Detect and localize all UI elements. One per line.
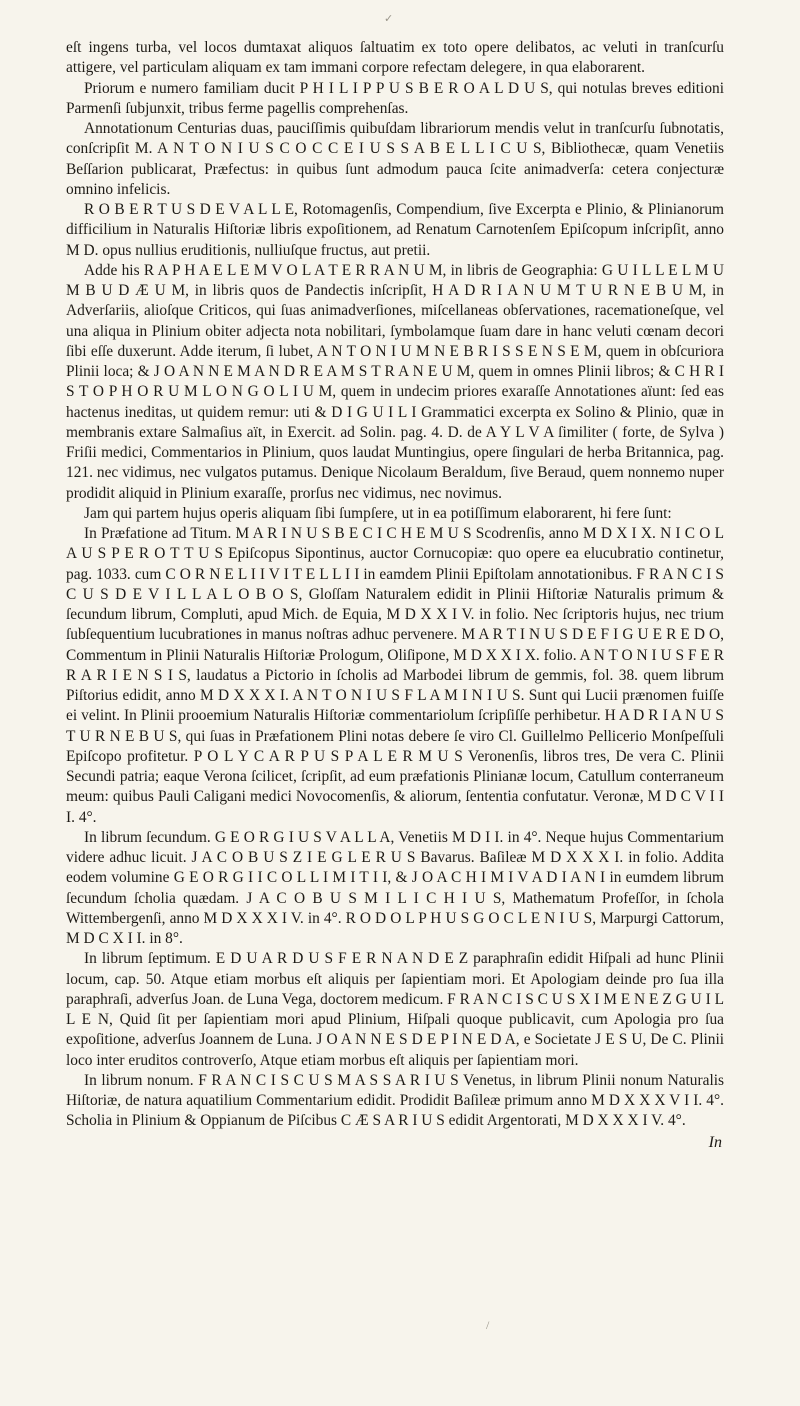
paragraph-1: eſt ingens turba, vel locos dumtaxat aliquos ſaltuatim ex toto opere delibatos, ac veluti in tranſcurſu attigere, vel particulam aliquam ex tam immani corpore refectam delegere, in qua elaborarent. — [66, 39, 724, 77]
paragraph-6: Jam qui partem hujus operis aliquam ſibi ſumpſere, ut in ea potiſſimum elaborarent, hi fere ſunt: — [84, 504, 672, 522]
top-mark: ✓ — [384, 13, 394, 25]
paragraph-4: R O B E R T U S D E V A L L E, Rotomagenſis, Compendium, ſive Excerpta e Plinio, & Plinianorum difficilium in Naturalis Hiſtoriæ libris expoſitionem, ad Renatum Carnotenſem Epiſcopum inſcripſit, anno M D. opus nullius eruditionis, nulliuſque fructus, aut pretii. — [66, 201, 724, 259]
catchword: In — [708, 1133, 722, 1151]
paragraph-8: In librum ſecundum. G E O R G I U S V A L L A, Venetiis M D I I. in 4°. Neque hujus Commentarium videre adhuc licuit. J A C O B U S Z I E G L E R U S Bavarus. Baſileæ M D X X X I. in folio. Addita eodem volumine G E O R G I I C O L L I M I T I I, & J O A C H I M I V A D I A N I in eumdem librum ſecundum ſcholia quædam. J A C O B U S M I L I C H I U S, Mathematum Profeſſor, in ſchola Wittembergenſi, anno M D X X X I V. in 4°. R O D O L P H U S G O C L E N I U S, Marpurgi Cattorum, M D C X I I. in 8°. — [66, 828, 724, 947]
paragraph-7: In Præfatione ad Titum. M A R I N U S B E C I C H E M U S Scodrenſis, anno M D X I X. N I C O L A U S P E R O T T U S Epiſcopus Sipontinus, auctor Cornucopiæ: quo opere ea elucubratio continetur, pag. 1033. cum C O R N E L I I V I T E L L I I in eamdem Plinii Epiſtolam annotationibus. F R A N C I S C U S D E V I L L A L O B O S, Gloſſam Naturalem edidit in Plinii Hiſtoriæ Naturalis primum & ſecundum librum, Compluti, apud Mich. de Equia, M D X X I V. in folio. Nec ſcriptoris hujus, nec trium ſubſequentium lucubrationes in manus noſtras adhuc pervenere. M A R T I N U S D E F I G U E R E D O, Commentum in Plinii Naturalis Hiſtoriæ Prologum, Oliſipone, M D X X I X. folio. A N T O N I U S F E R R A R I E N S I S, laudatus a Pictorio in ſcholis ad Marbodei librum de gemmis, fol. 38. quem librum Piſtorius edidit, anno M D X X X I. A N T O N I U S F L A M I N I U S. Sunt qui Lucii prænomen fuiſſe ei velint. In Plinii prooemium Naturalis Hiſtoriæ commentariolum ſcripſiſſe perhibetur. H A D R I A N U S T U R N E B U S, qui ſuas in Præfationem Plini notas debere ſe viro Cl. Guillelmo Pellicerio Monſpeſſuli Epiſcopo profitetur. P O L Y C A R P U S P A L E R M U S Veronenſis, libros tres, De vera C. Plinii Secundi patria; eaque Verona ſcilicet, ſcripſit, ad eum præfationis Plinianæ locum, Catullum conterraneum meum: quibus Pauli Caligani medici Novocomenſis, & aliorum, ſententia confutatur. Veronæ, M D C V I I I. 4°. — [66, 525, 724, 826]
bottom-mark: / — [486, 1318, 490, 1332]
paragraph-9: In librum ſeptimum. E D U A R D U S F E R N A N D E Z paraphraſin edidit Hiſpali ad hunc Plinii locum, cap. 50. Atque etiam morbus eſt aliquis per ſapientiam mori. Et Apologiam deinde pro ſua illa paraphraſi, adverſus Joan. de Luna Vega, doctorem medicum. F R A N C I S C U S X I M E N E Z G U I L L E N, Quid ſit per ſapientiam mori apud Plinium, Hiſpali quoque publicavit, cum Apologia pro ſua expoſitione, adverſus Joannem de Luna. J O A N N E S D E P I N E D A, e Societate J E S U, De C. Plinii loco inter eruditos controverſo, Atque etiam morbus eſt aliquis per ſapientiam mori. — [66, 950, 724, 1069]
paragraph-5: Adde his R A P H A E L E M V O L A T E R R A N U M, in libris de Geographia: G U I L L E L M U M B U D Æ U M, in libris quos de Pandectis inſcripſit, H A D R I A N U M T U R N E B U M, in Adverſariis, alioſque Criticos, qui ſuas animadverſiones, miſcellaneas obſervationes, racemationeſque, vel una aliqua in Plinium obiter adjecta nota nobilitari, ſymbolamque ſuam dare in hanc veluti cœnam decori ſibi eſſe duxerunt. Adde iterum, ſi lubet, A N T O N I U M N E B R I S S E N S E M, quem in obſcuriora Plinii loca; & J O A N N E M A N D R E A M S T R A N E U M, quem in omnes Plinii libros; & C H R I S T O P H O R U M L O N G O L I U M, quem in undecim priores exaraſſe Annotationes aïunt: ſed eas hactenus ineditas, ut quidem remur: uti & D I G U I L I Grammatici excerpta ex Solino & Plinio, quæ in membranis extare Salmaſius aït, in Exercit. ad Solin. pag. 4. D. de A Y L V A ſimiliter ( forte, de Sylva ) Friſii medici, Commentarios in Plinium, quos laudat Muntingius, opere ſingulari de herba Britannica, pag. 121. nec vidimus, nec vulgatos putamus. Denique Nicolaum Beraldum, ſive Beraud, quem nonnemo nuper prodidit aliquid in Plinium exaraſſe, prorſus nec vidimus, nec novimus. — [66, 261, 724, 502]
paragraph-2: Priorum e numero familiam ducit P H I L I P P U S B E R O A L D U S, qui notulas breves editioni Parmenſi ſubjunxit, tribus ferme pagellis comprehenſas. — [66, 79, 724, 117]
paragraph-10: In librum nonum. F R A N C I S C U S M A S S A R I U S Venetus, in librum Plinii nonum Naturalis Hiſtoriæ, de natura aquatilium Commentarium edidit. Prodidit Baſileæ primum anno M D X X X V I I. 4°. Scholia in Plinium & Oppianum de Piſcibus C Æ S A R I U S edidit Argentorati, M D X X X I V. 4°. — [66, 1071, 724, 1130]
paragraph-3: Annotationum Centurias duas, pauciſſimis quibuſdam librariorum mendis velut in tranſcurſu ſubnotatis, conſcripſit M. A N T O N I U S C O C C E I U S S A B E L L I C U S, Bibliothecæ, quam Venetiis Beſſarion publicarat, Præfectus: in quibus ſunt admodum pauca ſcite animadverſa: cetera conjecturæ omnino infelicis. — [66, 120, 724, 198]
page-text — [66, 38, 724, 1132]
